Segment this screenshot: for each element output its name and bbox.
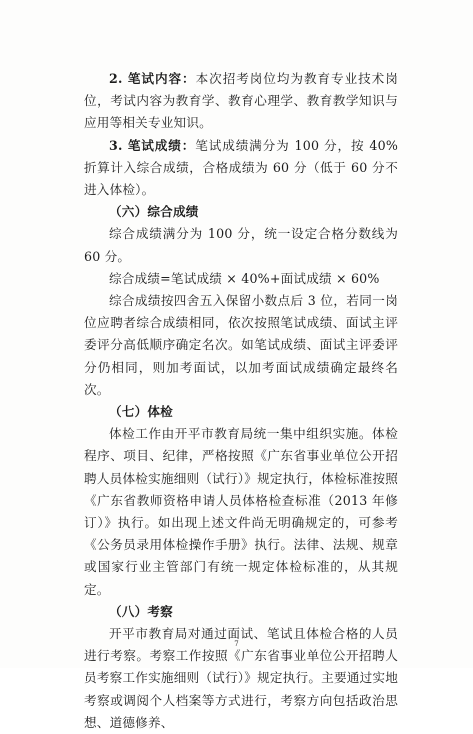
paragraph-physical-exam: 体检工作由开平市教育局统一集中组织实施。体检程序、项目、纪律，严格按照《广东省事业单位公开招聘人员体检实施细则（试行）》规定执行，体检标准按照《广东省教师资格申请人员体格检查标准（2013 年修订）》执行。如出现上述文件尚无明确规定的，可参考《公务员录用体检操作手册》执行。法律、法规、规章或国家行业主管部门有统一规定体检标准的，从其规定。 bbox=[84, 426, 398, 597]
paragraph-inspection: 开平市教育局对通过面试、笔试且体检合格的人员进行考察。考察工作按照《广东省事业单位公开招聘人员考察工作实施细则（试行）》规定执行。主要通过实地考察或调阅个人档案等方式进行，考察方向包括政治思想、道德修养、 bbox=[84, 626, 398, 730]
paragraph-written-test-content bbox=[84, 68, 398, 135]
heading-inspection: （八）考察 bbox=[109, 603, 173, 619]
paragraph-composite-formula: 综合成绩=笔试成绩 × 40%+面试成绩 × 60% bbox=[109, 270, 380, 286]
written-test-score-label: 3. 笔试成绩： bbox=[109, 137, 196, 153]
written-test-score-text: 笔试成绩满分为 100 分，按 40% 折算计入综合成绩，合格成绩为 60 分（低于 60 分不进入体检）。 bbox=[84, 137, 398, 198]
paragraph-written-test-score bbox=[84, 135, 398, 202]
written-test-content-text: 本次招考岗位均为教育专业技术岗位，考试内容为教育学、教育心理学、教育教学知识与应用等相关专业知识。 bbox=[84, 71, 399, 131]
heading-composite-score: （六）综合成绩 bbox=[109, 204, 199, 220]
document-body bbox=[84, 68, 398, 734]
paragraph-composite-ranking: 综合成绩按四舍五入保留小数点后 3 位，若同一岗位应聘者综合成绩相同，依次按照笔试成绩、面试主评委评分高低顺序确定名次。如笔试成绩、面试主评委评分仍相同，则加考面试，以加考面试成绩确定最终名次。 bbox=[84, 293, 398, 397]
written-test-content-label: 2. 笔试内容： bbox=[109, 71, 196, 86]
page-number: 7 bbox=[234, 640, 239, 648]
paragraph-composite-full-score: 综合成绩满分为 100 分，统一设定合格分数线为 60 分。 bbox=[84, 226, 398, 264]
heading-physical-exam: （七）体检 bbox=[109, 404, 173, 420]
